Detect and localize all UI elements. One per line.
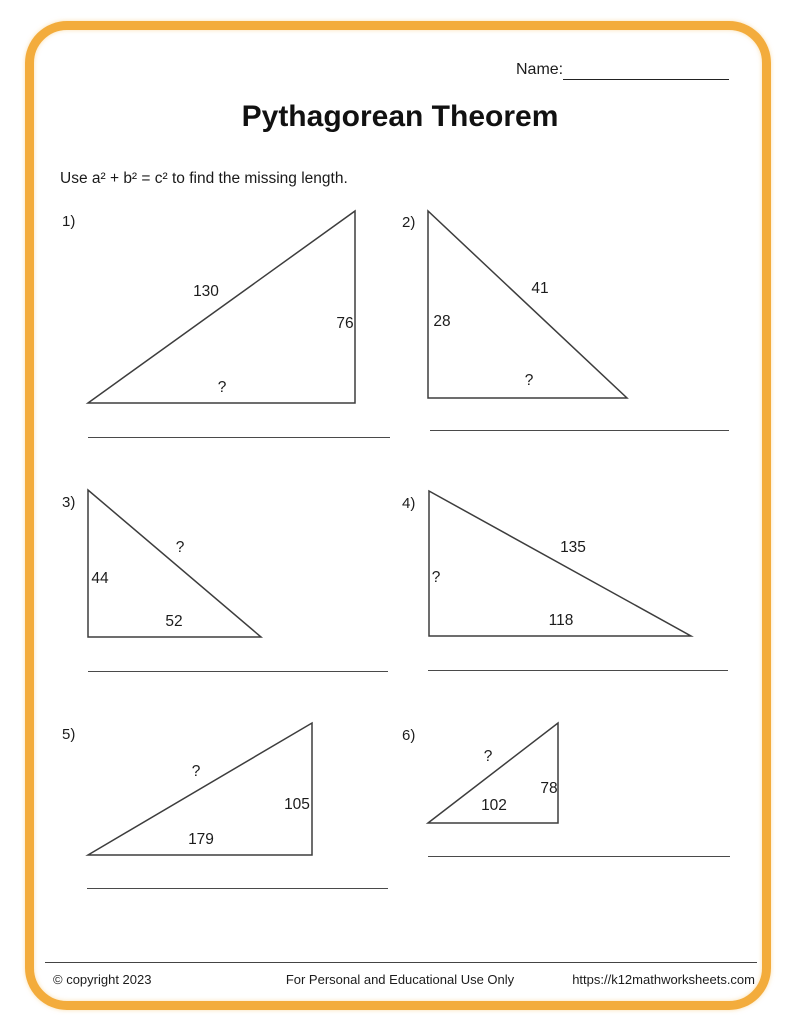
problem-5-hypotenuse-label: ?: [191, 763, 201, 780]
problem-3-horizontal-leg-label: 52: [165, 613, 183, 630]
problem-6-vertical-leg-label: 78: [540, 780, 558, 797]
problem-1-triangle: [86, 209, 358, 406]
problem-5-number: 5): [62, 726, 76, 743]
problem-6-hypotenuse-label: ?: [483, 748, 493, 765]
problem-2-horizontal-leg-label: ?: [524, 372, 534, 389]
problem-4-answer-line[interactable]: [428, 670, 728, 671]
problem-3-vertical-leg-label: 44: [91, 570, 109, 587]
problem-4-number: 4): [402, 495, 416, 512]
problem-4-vertical-leg-label: ?: [431, 569, 441, 586]
problem-1-answer-line[interactable]: [88, 437, 390, 438]
footer-url[interactable]: https://k12mathworksheets.com: [572, 972, 755, 987]
problem-3-number: 3): [62, 494, 76, 511]
footer-usage-text: For Personal and Educational Use Only: [285, 972, 515, 987]
footer-divider: [45, 962, 757, 963]
problem-2-vertical-leg-label: 28: [433, 313, 451, 330]
footer-copyright: © copyright 2023: [53, 972, 152, 987]
name-label: Name:: [516, 61, 564, 78]
problem-3-answer-line[interactable]: [88, 671, 388, 672]
name-input-line[interactable]: [563, 62, 729, 80]
instruction-text: Use a² + b² = c² to find the missing length.: [60, 170, 348, 187]
problem-4-horizontal-leg-label: 118: [548, 612, 574, 629]
problem-3-hypotenuse-label: ?: [175, 539, 185, 556]
problem-6-number: 6): [402, 727, 416, 744]
problem-2-hypotenuse-label: 41: [531, 280, 549, 297]
problem-1-number: 1): [62, 213, 76, 230]
problem-5-horizontal-leg-label: 179: [188, 831, 214, 848]
problem-2-number: 2): [402, 214, 416, 231]
problem-5-answer-line[interactable]: [87, 888, 388, 889]
problem-4-hypotenuse-label: 135: [560, 539, 586, 556]
problem-1-vertical-leg-label: 76: [336, 315, 354, 332]
problem-6-answer-line[interactable]: [428, 856, 730, 857]
problem-1-hypotenuse-label: 130: [193, 283, 219, 300]
problem-2-answer-line[interactable]: [430, 430, 729, 431]
page-title: Pythagorean Theorem: [241, 100, 559, 133]
problem-1-horizontal-leg-label: ?: [217, 379, 227, 396]
problem-5-vertical-leg-label: 105: [284, 796, 310, 813]
problem-6-horizontal-leg-label: 102: [481, 797, 507, 814]
